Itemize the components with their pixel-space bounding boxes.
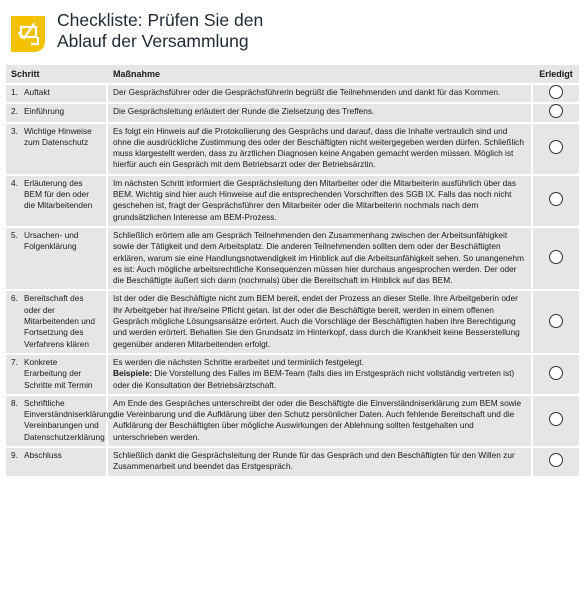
done-radio[interactable] <box>549 453 563 467</box>
done-radio[interactable] <box>549 140 563 154</box>
table-row <box>6 355 579 396</box>
step-name: Konkrete Erarbeitung der Schritte mit Termin <box>24 356 93 390</box>
done-cell <box>533 124 579 176</box>
step-name: Abschluss <box>24 450 62 461</box>
step-number: 2. <box>11 106 18 117</box>
step-number: 1. <box>11 87 18 97</box>
measure-cell: Ist der oder die Beschäftigte nicht zum BEM bereit, endet der Prozess an dieser Stelle. Ihre Arbeitgeberin oder Ihr Arbeitgeber hat ihre/seine Pflicht getan. Ist der oder die Beschäftigte bereit, werden in einem offenen Gespräch mögliche Lösungsansätze erörtert. Auch die Vorschläge der Beschäftigten haben ihre Berechtigung und werden erörtert. Behalten Sie den Grundsatz im Hinterkopf, dass durch die Krankheit keine Besserstellung gegenüber anderen Mitarbeitenden erfolgt. <box>108 291 533 354</box>
checklist-logo-icon <box>7 12 49 56</box>
step-cell <box>6 448 108 478</box>
done-cell <box>533 228 579 291</box>
done-radio[interactable] <box>549 192 563 206</box>
done-cell <box>533 355 579 396</box>
table-header-row <box>6 65 579 85</box>
done-radio[interactable] <box>549 104 563 118</box>
step-name: Auftakt <box>24 87 50 97</box>
step-cell <box>6 228 108 291</box>
measure-text-rest: Die Vorstellung des Falles im BEM-Team (falls dies im Erstgespräch nicht vollständig vertreten ist) oder die Konsultation der Betriebsärztschaft. <box>113 368 515 390</box>
step-number: 5. <box>11 229 18 240</box>
done-radio[interactable] <box>549 314 563 328</box>
step-name: Ursachen- und Folgenklärung <box>24 229 79 252</box>
step-name: Einführung <box>24 106 65 117</box>
step-cell <box>6 355 108 396</box>
step-name: Wichtige Hinweise zum Datenschutz <box>24 125 92 147</box>
column-header-done: Erledigt <box>533 65 579 85</box>
step-number: 3. <box>11 125 18 136</box>
step-name: Erläuterung des BEM für den oder die Mitarbeitenden <box>24 177 93 211</box>
done-radio[interactable] <box>549 366 563 380</box>
title-line-1: Checkliste: Prüfen Sie den <box>57 10 264 30</box>
measure-cell: Am Ende des Gespräches unterschreibt der oder die Beschäftigte die Einverständniserklärung zum BEM sowie die Vereinbarung und die Aufklärung über den Schutz persönlicher Daten. Auch fehlende Bereitschaft und die Aufklärung der Beschäftigten über mögliche Auswirkungen der Ablehnung sollten festgehalten und unterschrieben werden. <box>108 396 533 448</box>
column-header-step: Schritt <box>6 65 108 85</box>
step-name: Bereitschaft des oder der Mitarbeitenden und Fortsetzung des Verfahrens klären <box>24 293 96 349</box>
measure-cell: Der Gesprächsführer oder die Gesprächsführerin begrüßt die Teilnehmenden und dankt für das Kommen. <box>108 85 533 104</box>
table-row <box>6 85 579 104</box>
step-cell <box>6 176 108 228</box>
step-number: 6. <box>11 293 18 304</box>
done-cell <box>533 176 579 228</box>
done-cell <box>533 291 579 354</box>
measure-cell: Die Gesprächsleitung erläutert der Runde die Zielsetzung des Treffens. <box>108 104 533 123</box>
done-cell <box>533 104 579 123</box>
step-cell <box>6 396 116 448</box>
step-cell <box>6 104 108 123</box>
table-row <box>6 291 579 354</box>
table-row <box>6 448 579 478</box>
measure-cell: Schließlich erörtern alle am Gespräch Teilnehmenden den Zusammenhang zwischen der Arbeitsunfähigkeit sowie der Tätigkeit und dem Arbeitsplatz. Die anderen Teilnehmenden sollten dem oder der Beschäftigten erklären, warum sie eine Handlungsnotwendigkeit im Hinblick auf die Arbeitsunfähigkeit sehen. So unangenehm es ist: Auch mögliche arbeitsrechtliche Konsequenzen müssen hier durchaus angesprochen werden. Der oder die Beschäftigte äußert sich dann (nochmals) über die Bereitschaft im Hinblick auf das BEM. <box>108 228 533 291</box>
step-cell <box>6 85 108 104</box>
title-line-2: Ablauf der Versammlung <box>57 31 249 51</box>
measure-text: Es werden die nächsten Schritte erarbeitet und terminlich festgelegt. <box>113 356 364 367</box>
table-row <box>6 124 579 176</box>
step-name: Schriftliche Einverständniserklärung, Vereinbarungen und Datenschutzerklärung <box>24 397 116 442</box>
step-number: 8. <box>11 397 18 408</box>
table-row <box>6 104 579 123</box>
done-radio[interactable] <box>549 250 563 264</box>
step-number: 4. <box>11 177 18 188</box>
done-radio[interactable] <box>549 412 563 426</box>
done-cell <box>533 448 579 478</box>
measure-label: Beispiele: <box>113 368 153 379</box>
measure-cell: Schließlich dankt die Gesprächsleitung der Runde für das Gespräch und den Beschäftigten für den Willen zur Zusammenarbeit und beendet das Erstgespräch. <box>108 448 533 478</box>
measure-cell: Im nächsten Schritt informiert die Gesprächsleitung den Mitarbeiter oder die Mitarbeiterin ausführlich über das BEM. Wichtig sind hier auch Hinweise auf die entsprechenden Vorschriften des SGB IX. Falls das noch nicht geschehen ist, fragt der Gesprächsführer den Mitarbeiter oder die Mitarbeiterin nochmals nach dem grundsätzlichen Interesse am BEM-Prozess. <box>108 176 533 228</box>
page-header <box>0 0 585 60</box>
step-number: 7. <box>11 356 18 367</box>
step-cell <box>6 291 108 354</box>
measure-cell <box>108 355 533 396</box>
table-row <box>6 228 579 291</box>
column-header-measure: Maßnahme <box>108 65 533 85</box>
table-row <box>6 396 579 448</box>
step-number: 9. <box>11 450 18 461</box>
checklist-table <box>6 65 579 478</box>
done-radio[interactable] <box>549 85 563 99</box>
done-cell <box>533 85 579 104</box>
page-title <box>57 10 263 52</box>
table-row <box>6 176 579 228</box>
measure-cell: Es folgt ein Hinweis auf die Protokollierung des Gesprächs und darauf, dass die Inhalte vertraulich sind und ohne die ausdrückliche Zustimmung des oder der Beschäftigten nicht weitergegeben werden dürfen. Schließlich muss klargestellt werden, dass zu ärztlichen Diagnosen keine Angaben gemacht werden müssen. Möglich ist hierfür auch ein Gespräch mit dem Betriebsarzt oder der Betriebsärztin. <box>108 124 533 176</box>
done-cell <box>533 396 579 448</box>
step-cell <box>6 124 108 176</box>
